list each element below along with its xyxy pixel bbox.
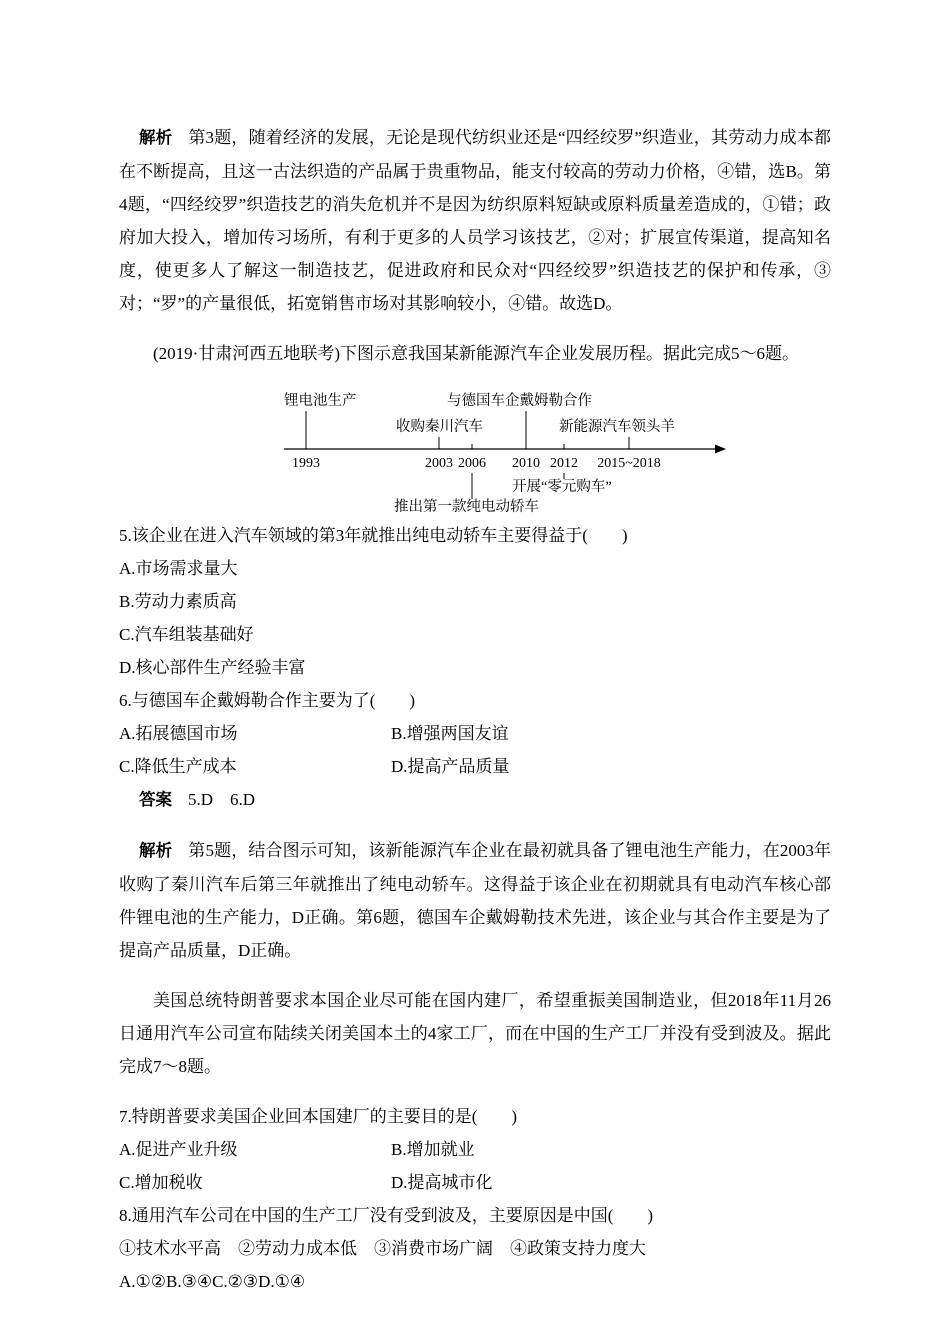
question-7-option-d: D.提高城市化 bbox=[391, 1173, 493, 1192]
intro-q5-q6-paragraph: (2019·甘肃河西五地联考)下图示意我国某新能源汽车企业发展历程。据此完成5～6题。 bbox=[153, 344, 799, 363]
question-8-answer-options: A.①②B.③④C.②③D.①④ bbox=[119, 1272, 306, 1291]
timeline-event-lithium-battery: 锂电池生产 bbox=[284, 393, 357, 409]
intro-q7-q8-paragraph: 美国总统特朗普要求本国企业尽可能在国内建厂，希望重振美国制造业，但2018年11月26日通用汽车公司宣布陆续关闭美国本土的4家工厂，而在中国的生产工厂并没有受到波及。据此完成7～8题。 bbox=[119, 991, 831, 1076]
analysis-q3-q4-paragraph bbox=[119, 121, 831, 320]
analysis-q5-q6-text: 第5题，结合图示可知，该新能源汽车企业在最初就具备了锂电池生产能力，在2003年收购了秦川汽车后第三年就推出了纯电动轿车。这得益于该企业在初期就具有电动汽车核心部件锂电池的生产能力，D正确。第6题，德国车企戴姆勒技术先进，该企业与其合作主要是为了提高产品质量，D正确。 bbox=[119, 841, 832, 960]
timeline-year-2003: 2003 bbox=[425, 456, 453, 471]
timeline-event-qinchuan-acquisition: 收购秦川汽车 bbox=[396, 419, 483, 435]
question-5-option-d: D.核心部件生产经验丰富 bbox=[119, 658, 306, 677]
timeline-event-first-pure-ev: 推出第一款纯电动轿车 bbox=[394, 499, 539, 515]
answer-q5-q6-text: 5.D 6.D bbox=[188, 790, 256, 809]
question-5-option-c: C.汽车组装基础好 bbox=[119, 625, 254, 644]
timeline-year-2015-2018: 2015~2018 bbox=[597, 456, 661, 471]
question-7-option-a: A.促进产业升级 bbox=[119, 1140, 238, 1159]
timeline-event-zero-yuan-purchase: 开展“零元购车” bbox=[512, 479, 612, 495]
question-6-option-b: B.增强两国友谊 bbox=[391, 724, 509, 743]
document-content bbox=[119, 104, 831, 1298]
question-5-option-a: A.市场需求量大 bbox=[119, 559, 238, 578]
timeline-year-1993: 1993 bbox=[292, 456, 320, 471]
analysis-label-2: 解析 bbox=[139, 842, 173, 860]
question-5-option-b: B.劳动力素质高 bbox=[119, 592, 237, 611]
question-8-numbered-items: ①技术水平高 ②劳动力成本低 ③消费市场广阔 ④政策支持力度大 bbox=[119, 1239, 646, 1258]
question-6-stem: 6.与德国车企戴姆勒合作主要为了( ) bbox=[119, 691, 416, 710]
question-6-option-c: C.降低生产成本 bbox=[119, 757, 237, 776]
question-7-option-c: C.增加税收 bbox=[119, 1173, 203, 1192]
timeline-arrow-icon bbox=[715, 445, 726, 454]
question-6-option-d: D.提高产品质量 bbox=[391, 757, 510, 776]
answer-label: 答案 bbox=[139, 791, 172, 809]
question-5-stem: 5.该企业在进入汽车领域的第3年就推出纯电动轿车主要得益于( ) bbox=[119, 526, 628, 545]
question-6-options-row-1 bbox=[119, 717, 831, 750]
question-7-options-row-1 bbox=[119, 1133, 831, 1166]
question-6-option-a: A.拓展德国市场 bbox=[119, 724, 238, 743]
question-7-options-row-2 bbox=[119, 1166, 831, 1199]
analysis-label: 解析 bbox=[139, 129, 173, 147]
analysis-q5-q6-paragraph bbox=[119, 834, 831, 967]
timeline-event-nev-leader: 新能源汽车领头羊 bbox=[559, 419, 675, 435]
analysis-q3-q4-text: 第3题，随着经济的发展，无论是现代纺织业还是“四经绞罗”织造业，其劳动力成本都在不断提高，且这一古法织造的产品属于贵重物品，能支付较高的劳动力价格，④错，选B。第4题，“四经绞罗”织造技艺的消失危机并不是因为纺织原料短缺或原料质量差造成的，①错；政府加大投入，增加传习场所，有利于更多的人员学习该技艺，②对；扩展宣传渠道，提高知名度，使更多人了解这一制造技艺，促进政府和民众对“四经绞罗”织造技艺的保护和传承，③对；“罗”的产量很低，拓宽销售市场对其影响较小，④错。故选D。 bbox=[119, 128, 832, 313]
question-7-stem: 7.特朗普要求美国企业回本国建厂的主要目的是( ) bbox=[119, 1107, 518, 1126]
timeline-year-2010: 2010 bbox=[512, 456, 540, 471]
question-6-options-row-2 bbox=[119, 750, 831, 783]
question-7-option-b: B.增加就业 bbox=[391, 1140, 475, 1159]
timeline-year-2012: 2012 bbox=[550, 456, 578, 471]
timeline-year-2006: 2006 bbox=[458, 456, 486, 471]
answer-q5-q6-line bbox=[119, 783, 831, 817]
timeline-diagram bbox=[119, 387, 831, 519]
question-8-stem: 8.通用汽车公司在中国的生产工厂没有受到波及，主要原因是中国( ) bbox=[119, 1206, 654, 1225]
timeline-event-daimler-cooperation: 与德国车企戴姆勒合作 bbox=[447, 393, 592, 409]
